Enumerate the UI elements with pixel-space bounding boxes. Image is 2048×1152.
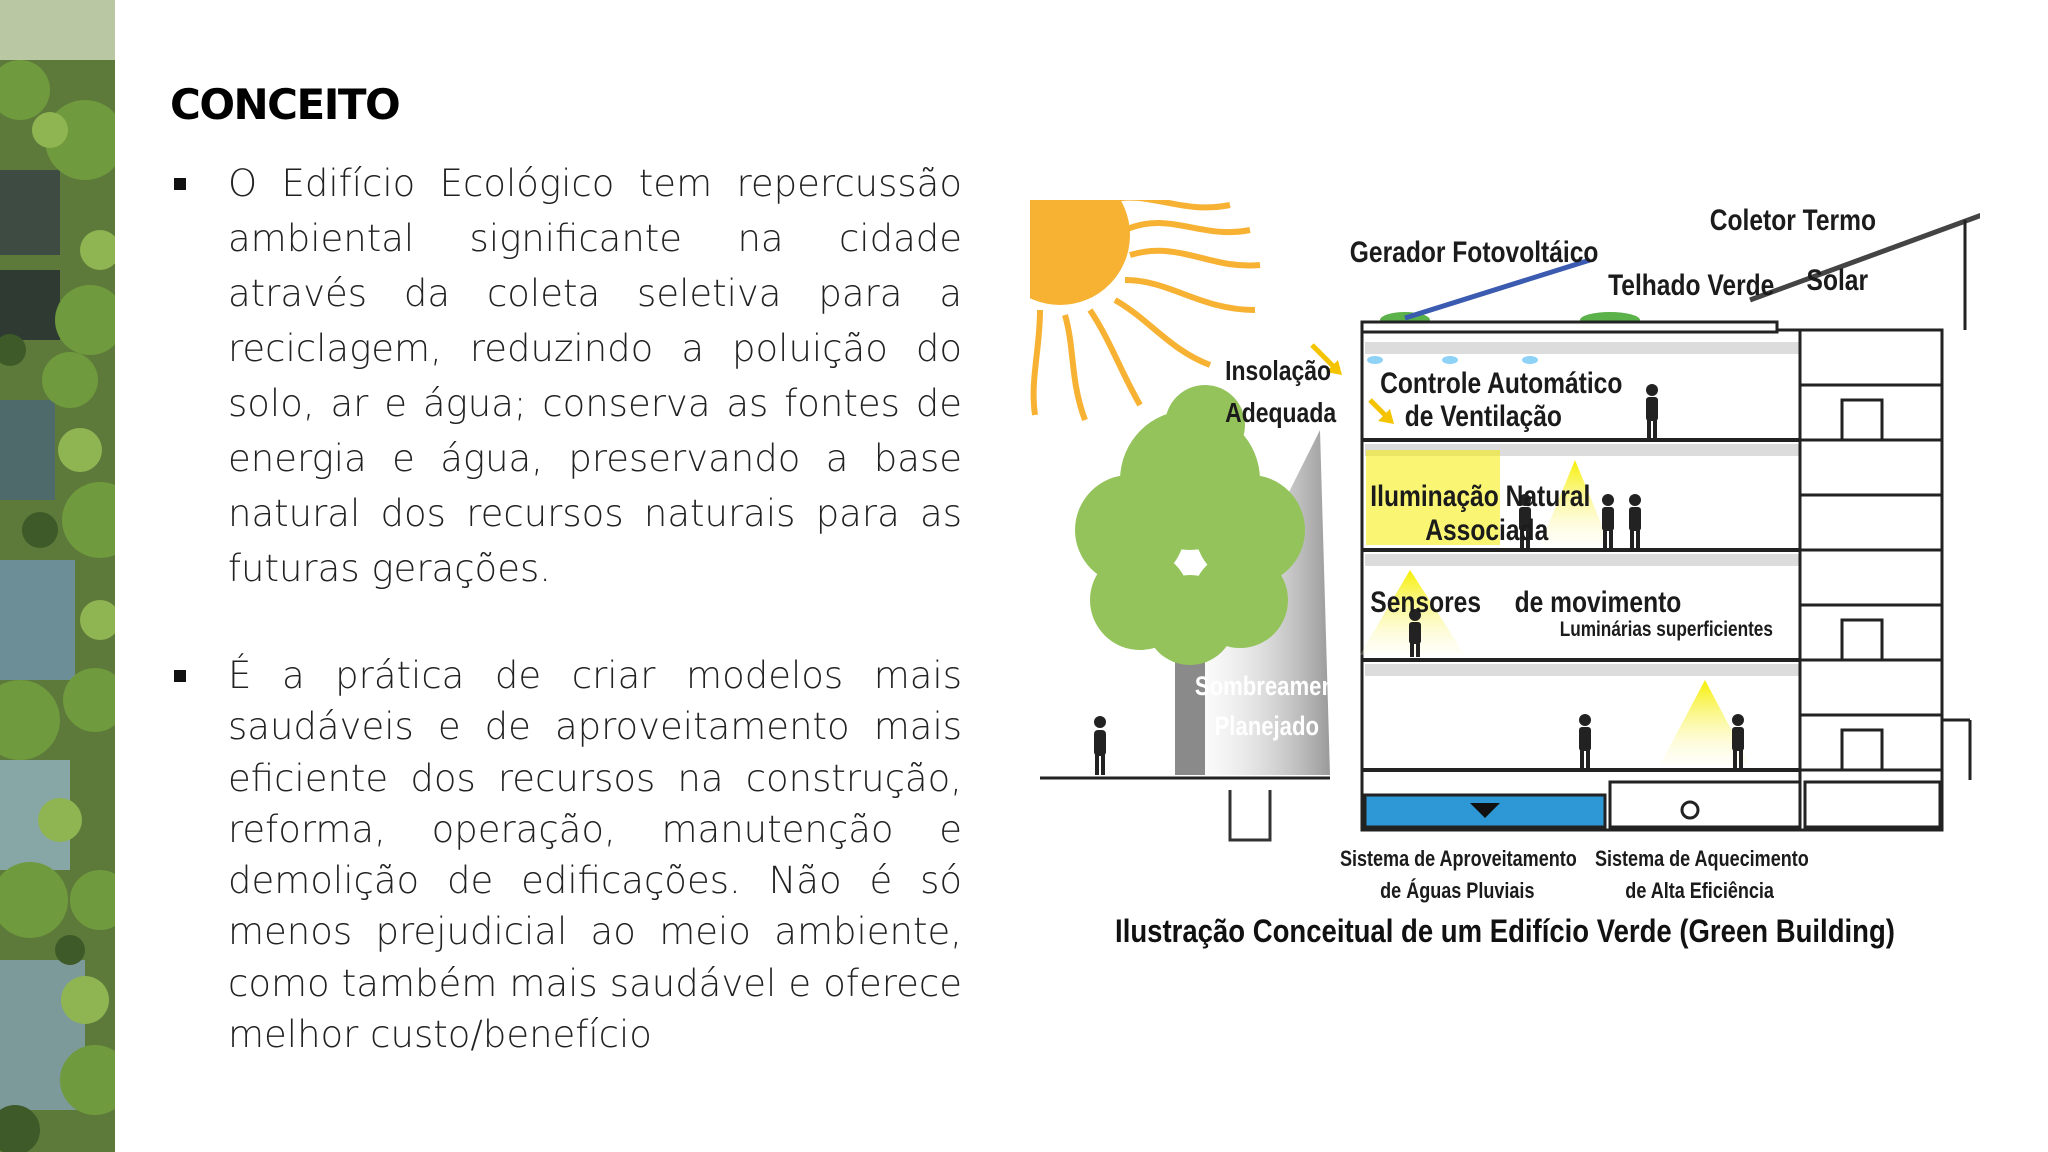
bullet-text: O Edifício Ecológico tem repercussão ambiental significante na cidade através da coleta seletiva para a reciclagem, reduzindo a poluição do solo, ar e água; conserva as fontes de energia e água, preservando a base natural dos recursos naturais para as futuras gerações. [228, 162, 962, 590]
label-planejado: Planejado [1214, 712, 1320, 742]
label-movimento: de movimento [1514, 584, 1682, 619]
label-alta-eficiencia: de Alta Eficiência [1625, 879, 1774, 904]
green-wall-photo [0, 0, 115, 1152]
label-telhado: Telhado Verde [1608, 267, 1775, 302]
green-building-diagram [1030, 200, 1980, 970]
label-sensores: Sensores [1370, 584, 1482, 619]
label-gerador: Gerador Fotovoltáico [1349, 234, 1599, 269]
label-associada: Associada [1425, 512, 1549, 547]
label-aguas-pluviais: de Águas Pluviais [1380, 879, 1535, 904]
bullet-list-1 [170, 156, 962, 596]
label-iluminacao: Iluminação Natural [1370, 478, 1591, 513]
person-icon [1094, 716, 1106, 775]
slide-title: CONCEITO [170, 80, 400, 129]
bullet-list-2 [170, 650, 962, 1060]
label-luminarias: Luminárias superficientes [1559, 618, 1773, 642]
bullet-item [170, 156, 962, 596]
diagram-caption: Ilustração Conceitual de um Edifício Verde (Green Building) [1115, 913, 1895, 949]
label-ventilacao: de Ventilação [1404, 398, 1562, 433]
square-bullet-icon [174, 178, 186, 190]
label-coletor-termo: Coletor Termo [1709, 202, 1877, 237]
bullet-item [170, 650, 962, 1060]
label-solar: Solar [1806, 262, 1869, 297]
label-sombreamento: Sombreamento [1194, 672, 1356, 702]
label-adequada: Adequada [1225, 397, 1337, 429]
sun-icon [1030, 200, 1260, 420]
bullet-text: É a prática de criar modelos mais saudáveis e de aproveitamento mais eficiente dos recursos na construção, reforma, operação, manutenção e demolição de edificações. Não é só menos prejudicial ao meio ambiente, como também mais saudável e oferece melhor custo/benefício [228, 654, 962, 1057]
square-bullet-icon [174, 670, 186, 682]
label-controle: Controle Automático [1380, 365, 1623, 400]
label-aproveitamento: Sistema de Aproveitamento [1339, 847, 1577, 872]
label-insolacao: Insolação [1225, 355, 1332, 387]
label-aquecimento: Sistema de Aquecimento [1594, 847, 1809, 872]
